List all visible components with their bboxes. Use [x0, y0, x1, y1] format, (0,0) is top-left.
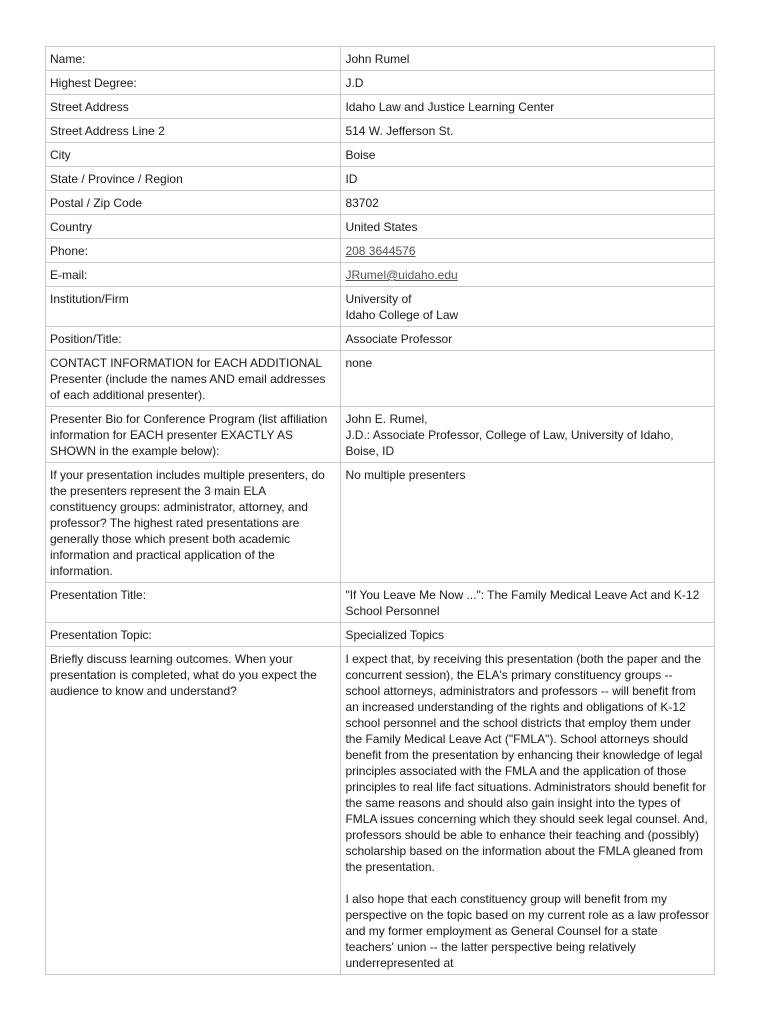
- institution-value: University of Idaho College of Law: [341, 287, 715, 327]
- street2-label: Street Address Line 2: [46, 119, 341, 143]
- row-street: [46, 95, 715, 119]
- city-value: Boise: [341, 143, 715, 167]
- contact-additional-value: none: [341, 351, 715, 407]
- degree-label: Highest Degree:: [46, 71, 341, 95]
- row-email: [46, 263, 715, 287]
- country-value: United States: [341, 215, 715, 239]
- street-value: Idaho Law and Justice Learning Center: [341, 95, 715, 119]
- contact-additional-label: CONTACT INFORMATION for EACH ADDITIONAL Presenter (include the names AND email addresses of each additional presenter).: [46, 351, 341, 407]
- country-label: Country: [46, 215, 341, 239]
- row-degree: [46, 71, 715, 95]
- street-label: Street Address: [46, 95, 341, 119]
- topic-value: Specialized Topics: [341, 623, 715, 647]
- row-topic: [46, 623, 715, 647]
- presenter-form-table: [45, 46, 715, 975]
- multiple-presenters-value: No multiple presenters: [341, 463, 715, 583]
- row-country: [46, 215, 715, 239]
- row-title: [46, 583, 715, 623]
- row-city: [46, 143, 715, 167]
- row-bio: [46, 407, 715, 463]
- position-value: Associate Professor: [341, 327, 715, 351]
- multiple-presenters-label: If your presentation includes multiple presenters, do the presenters represent the 3 main ELA constituency groups: administrator, attorney, and professor? The highest rated presentations are generally those which present both academic information and practical application of the information.: [46, 463, 341, 583]
- degree-value: J.D: [341, 71, 715, 95]
- outcomes-label: Briefly discuss learning outcomes. When your presentation is completed, what do you expect the audience to know and understand?: [46, 647, 341, 975]
- topic-label: Presentation Topic:: [46, 623, 341, 647]
- row-outcomes: [46, 647, 715, 975]
- name-value: John Rumel: [341, 47, 715, 71]
- institution-label: Institution/Firm: [46, 287, 341, 327]
- city-label: City: [46, 143, 341, 167]
- position-label: Position/Title:: [46, 327, 341, 351]
- row-multiple-presenters: [46, 463, 715, 583]
- bio-label: Presenter Bio for Conference Program (list affiliation information for EACH presenter EXACTLY AS SHOWN in the example below):: [46, 407, 341, 463]
- row-name: [46, 47, 715, 71]
- outcomes-value: [341, 647, 715, 975]
- row-zip: [46, 191, 715, 215]
- row-contact-additional: [46, 351, 715, 407]
- email-label: E-mail:: [46, 263, 341, 287]
- title-value: "If You Leave Me Now ...": The Family Medical Leave Act and K-12 School Personnel: [341, 583, 715, 623]
- zip-value: 83702: [341, 191, 715, 215]
- row-institution: [46, 287, 715, 327]
- phone-label: Phone:: [46, 239, 341, 263]
- phone-cell: [341, 239, 715, 263]
- state-value: ID: [341, 167, 715, 191]
- row-state: [46, 167, 715, 191]
- title-label: Presentation Title:: [46, 583, 341, 623]
- outcomes-paragraph-2: I also hope that each constituency group will benefit from my perspective on the topic based on my current role as a law professor and my former employment as General Counsel for a state teachers' union -- the latter perspective being relatively underrepresented at: [345, 892, 709, 970]
- paragraph-spacer: [345, 875, 709, 891]
- name-label: Name:: [46, 47, 341, 71]
- outcomes-paragraph-1: I expect that, by receiving this presentation (both the paper and the concurrent session), the ELA's primary constituency groups -- school attorneys, administrators and professors -- will benefit from an increased understanding of the rights and obligations of K-12 school personnel and the school districts that employ them under the Family Medical Leave Act ("FMLA"). School attorneys should benefit from the presentation by enhancing their knowledge of legal principles associated with the FMLA and the application of those principles to real life fact situations. Administrators should benefit for the same reasons and should also gain insight into the types of FMLA issues concerning which they should seek legal counsel. And, professors should be able to enhance their teaching and (possibly) scholarship based on the information about the FMLA gleaned from the presentation.: [345, 652, 708, 874]
- row-phone: [46, 239, 715, 263]
- row-position: [46, 327, 715, 351]
- row-street2: [46, 119, 715, 143]
- phone-link[interactable]: 208 3644576: [345, 244, 416, 258]
- state-label: State / Province / Region: [46, 167, 341, 191]
- street2-value: 514 W. Jefferson St.: [341, 119, 715, 143]
- email-link[interactable]: JRumel@uidaho.edu: [345, 268, 458, 282]
- zip-label: Postal / Zip Code: [46, 191, 341, 215]
- email-cell: [341, 263, 715, 287]
- bio-value: John E. Rumel, J.D.: Associate Professor, College of Law, University of Idaho, Boise, ID: [341, 407, 715, 463]
